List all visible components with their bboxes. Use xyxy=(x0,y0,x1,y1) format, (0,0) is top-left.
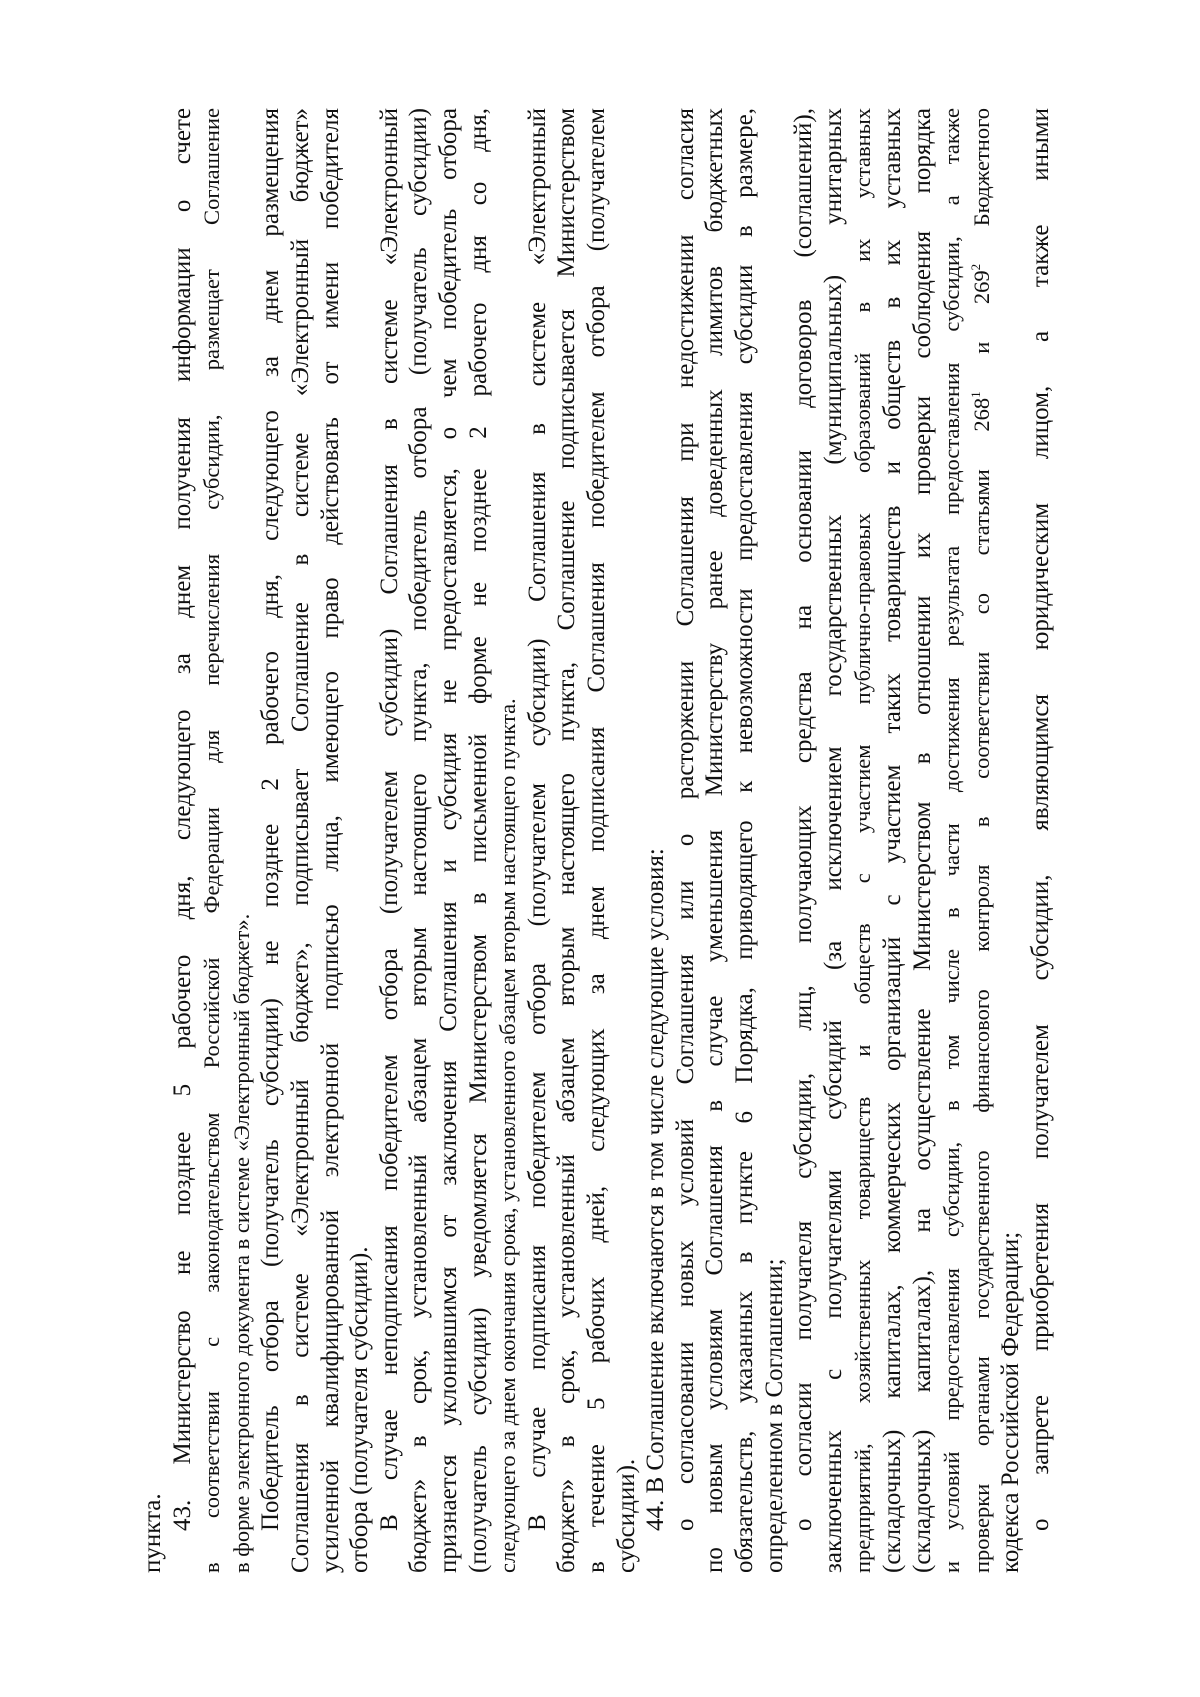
text-line: (складочных) капиталах, коммерческих организаций с участием таких товариществ и обществ в их уставных xyxy=(879,108,906,1573)
text-line: бюджет» в срок, установленный абзацем вторым настоящего пункта, Соглашение подписывается Министерством xyxy=(553,108,581,1573)
text-line: следующего за днем окончания срока, установленного абзацем вторым настоящего пункта. xyxy=(495,698,521,1573)
text-line: определенном в Соглашении; xyxy=(760,1258,788,1573)
text-line: В случае неподписания победителем отбора (получателем субсидии) Соглашения в системе «Электронный xyxy=(375,108,403,1531)
text-line: (складочных) капиталах), на осуществление Министерством в отношении их проверки соблюдения порядка xyxy=(908,108,936,1573)
text-line: усиленной квалифицированной электронной подписью лица, имеющего право действовать от имени победителя xyxy=(316,108,344,1573)
text-line: о запрете приобретения получателем субсидии, являющимся юридическим лицом, а также иными xyxy=(1027,108,1054,1531)
rotated-text-block xyxy=(138,108,1068,1573)
text-line: 44. В Соглашение включаются в том числе следующие условия: xyxy=(642,848,670,1531)
text-line: о согласовании новых условий Соглашения или о расторжении Соглашения при недостижении согласия xyxy=(671,108,699,1531)
text-line: в течение 5 рабочих дней, следующих за днем подписания Соглашения победителем отбора (получателем xyxy=(583,108,610,1573)
text-line: проверки органами государственного финансового контроля в соответствии со статьями $268^1$ и $269^2$ Бюджетного xyxy=(967,108,994,1573)
text-line: обязательств, указанных в пункте 6 Порядка, приводящего к невозможности предоставления субсидии в размере, xyxy=(731,108,758,1573)
text-line: и условий предоставления субсидии, в том числе в части достижения результата предоставления субсидии, а также xyxy=(939,108,965,1573)
text-line: кодекса Российской Федерации; xyxy=(997,1231,1025,1573)
text-line: Соглашения в системе «Электронный бюджет», подписывает Соглашение в системе «Электронный бюджет» xyxy=(287,108,314,1573)
text-line: отбора (получателя субсидии). xyxy=(346,1246,374,1573)
text-line: признается уклонившимся от заключения Соглашения и субсидия не предоставляется, о чем победитель отбора xyxy=(435,108,462,1573)
text-line: Победитель отбора (получатель субсидии) не позднее 2 рабочего дня, следующего за днем размещения xyxy=(257,108,285,1531)
text-line: пункта. xyxy=(139,1493,166,1573)
text-line: (получатель субсидии) уведомляется Министерством в письменной форме не позднее 2 рабочего дня со дня, xyxy=(464,108,492,1573)
text-line: о согласии получателя субсидии, лиц, получающих средства на основании договоров (соглашений), xyxy=(790,108,818,1531)
text-line: субсидии). xyxy=(612,1458,640,1573)
text-line: в соответствии с законодательством Российской Федерации для перечисления субсидии, размещает Соглашение xyxy=(199,108,225,1573)
text-line: В случае подписания победителем отбора (получателем субсидии) Соглашения в системе «Электронный xyxy=(523,108,551,1531)
text-line: в форме электронного документа в системе «Электронный бюджет». xyxy=(228,913,254,1573)
text-line: предприятий, хозяйственных товариществ и обществ с участием публично-правовых образований в их уставных xyxy=(850,108,876,1573)
text-line: бюджет» в срок, установленный абзацем вторым настоящего пункта, победитель отбора (получатель субсидии) xyxy=(405,108,433,1573)
text-line: по новым условиям Соглашения в случае уменьшения Министерству ранее доведенных лимитов бюджетных xyxy=(701,108,729,1573)
text-line: заключенных с получателями субсидий (за исключением государственных (муниципальных) унитарных xyxy=(819,108,847,1573)
text-line: 43. Министерство не позднее 5 рабочего дня, следующего за днем получения информации о счете xyxy=(168,108,196,1531)
